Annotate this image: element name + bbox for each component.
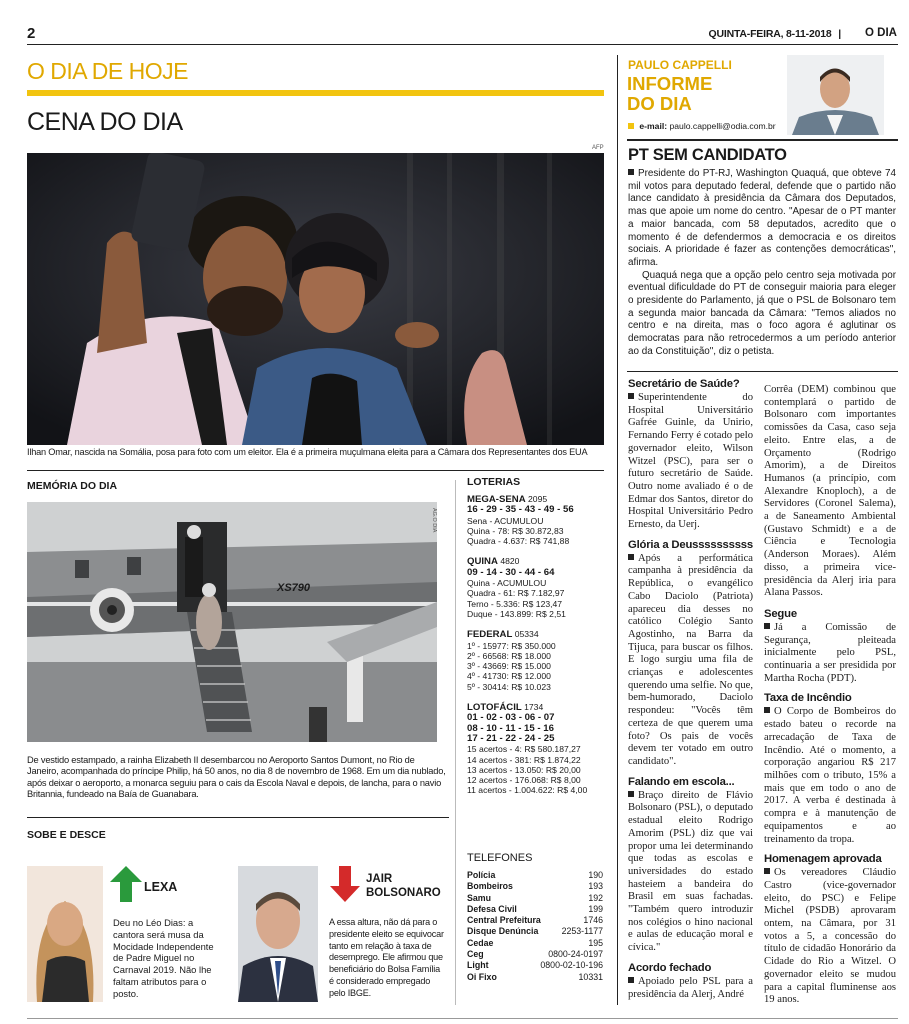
phone-number: 1746 [583,915,603,926]
lottery-result-line: 13 acertos - 13.050: R$ 20,00 [467,764,581,775]
note-text [764,706,896,846]
loterias-box [467,476,607,806]
note-body: Apoiado pelo PSL para a presidência da Alerj, André [628,975,753,1000]
notes-left-column [628,378,753,1008]
column-note [628,962,753,1001]
lottery-numbers: 01 - 02 - 03 - 06 - 07 [467,712,555,724]
note-title: Falando em escola... [628,775,735,788]
bullet-icon [628,554,634,560]
telefones-box [467,852,603,983]
bolsonaro-photo [238,866,318,1002]
phone-row [467,938,603,949]
arrow-down-icon [330,866,360,902]
lottery-draw-number: 05334 [514,629,539,640]
telefones-list [467,870,603,983]
note-title: Homenagem aprovada [764,853,882,866]
lottery-result-line: Quina - 78: R$ 30.872,83 [467,525,564,536]
header-rule [27,44,898,45]
phone-number: 195 [588,937,603,948]
note-title: Taxa de Incêndio [764,692,852,705]
author-photo [787,55,884,135]
lexa-text: Deu no Léo Dias: a cantora será musa da Mocidade Independente de Padre Miguel no Carnaval 2019. Não lhe faltam atributos para o posto. [113,917,214,999]
lottery-title: FEDERAL [467,629,513,641]
column-name-line1: INFORME [627,73,713,94]
plane-code: XS790 [277,582,311,594]
column-name [627,74,712,114]
lottery-result-line: 2º - 66568: R$ 18.000 [467,650,551,661]
lottery-title: LOTOFÁCIL [467,702,522,714]
column-note [764,608,896,686]
bullet-icon [764,707,770,713]
lottery-result-line: 5º - 30414: R$ 10.023 [467,681,551,692]
lottery-result-line: 4º - 41730: R$ 12.000 [467,671,551,682]
notes-right-intro: Corrêa (DEM) combinou que contemplará o partido de Bolsonaro com importantes comissões da Casa, caso seja eleito. Entre elas, a de Orçamento (Rodrigo Amorim), a de Direitos Humanos (a princípio, com Alexandre Knoploch), a de Servidores (Coronel Salema), a de Saneamento Ambiental (Gustavo Schmidt) e a de Ciência e Tecnologia (Anderson Moraes). Além disso, a primeira vice-presidência da Alerj iria para Alana Passos. [764,384,896,599]
phone-label: Disque Denúncia [467,926,539,937]
lexa-portrait [27,866,103,1002]
bolsonaro-text: A essa altura, não dá para o presidente eleito se equivocar tanto em relação à taxa de desemprego. Ele afirmou que beneficiário do Bolsa Família é considerado empregado pelo IBGE. [329,917,444,998]
bullet-icon [628,169,634,175]
lottery-game [467,702,607,796]
note-text [628,392,753,532]
lottery-game [467,494,607,546]
note-text [628,976,753,1001]
bullet-icon [764,623,770,629]
phone-row [467,904,603,915]
phone-row [467,881,603,892]
scene-title: CENA DO DIA [27,108,183,136]
phone-row [467,893,603,904]
page-number: 2 [27,25,36,42]
sobe-desce-title: SOBE E DESCE [27,829,106,841]
author-portrait [787,55,884,135]
column-note [628,378,753,532]
note-title: Acordo fechado [628,961,712,974]
phone-row [467,949,603,960]
lottery-result-line: 14 acertos - 381: R$ 1.874,22 [467,754,581,765]
lottery-result-line: 3º - 43669: R$ 15.000 [467,661,551,672]
email-label: e-mail: [639,121,668,131]
loterias-list [467,494,607,796]
note-body: Já a Comissão de Segurança, pleiteada inicialmente pelo PSL, continuaria a ser presidida por Martha Rocha (PDT). [764,621,896,684]
note-body: Os vereadores Cláudio Castro (vice-governador eleito, do PSC) e Felipe Michel (PSDB) aprovaram ontem, na Câmara, por 31 votos a 5, a concessão do título de cidadão Honorário da Cidade do Rio a Witzel. O governador eleito se mudou para a capital fluminense aos 19 anos. [764,867,896,1006]
note-body: Braço direito de Flávio Bolsonaro (PSL), o deputado estadual eleito Rodrigo Amorim (PSL) diz que vai propor uma lei determinando que todas as escolas e universidades do estado hasteiem a bandeira do Brasil em suas fachadas. "Também quero introduzir nos colégios o hino nacional e aulas de educação moral e cívica." [628,789,753,954]
phone-label: Cedae [467,937,494,948]
column-name-line2: DO DIA [627,93,692,114]
loterias-title: LOTERIAS [467,476,521,488]
lead-body [628,168,896,359]
photo-caption: Ilhan Omar, nascida na Somália, posa para foto com um eleitor. Ela é a primeira muçulmana eleita para a Câmara dos Representantes dos EUA [27,447,588,457]
note-title: Secretário de Saúde? [628,378,740,390]
airplane-illustration [27,502,437,742]
date-text: QUINTA-FEIRA, 8-11-2018 [708,28,832,40]
lottery-result-line: Sena - ACUMULOU [467,515,544,526]
column-author: PAULO CAPPELLI [628,58,732,72]
lottery-result-line: 1º - 15977: R$ 350.000 [467,640,556,651]
lottery-result-line: Duque - 143.899: R$ 2,51 [467,608,566,619]
phone-label: Light [467,960,489,971]
lottery-draw-number: 4820 [500,556,520,567]
lottery-name [467,629,607,640]
lottery-result-line: 12 acertos - 176.068: R$ 8,00 [467,775,581,786]
phone-number: 10331 [578,971,603,982]
lottery-numbers: 08 - 10 - 11 - 15 - 16 [467,722,554,734]
note-title: Glória a Deussssssssss [628,538,753,551]
column-note [764,853,896,1007]
lottery-game [467,629,607,692]
photo-credit-label: AFP [592,145,604,151]
column-note [628,776,753,955]
lottery-draw-number: 2095 [528,494,548,504]
column-note [764,692,896,846]
lottery-result-line: 15 acertos - 4: R$ 580.187,27 [467,744,581,755]
lottery-title: QUINA [467,556,498,568]
lottery-numbers: 09 - 14 - 30 - 44 - 64 [467,566,555,578]
lexa-photo [27,866,103,1002]
phone-row [467,870,603,881]
phone-number: 193 [588,881,603,892]
lottery-result-line: Quadra - 4.637: R$ 741,88 [467,536,570,547]
note-text [764,867,896,1007]
lottery-draw-number: 1734 [524,702,544,713]
phone-label: Ceg [467,949,484,960]
note-body: O Corpo de Bombeiros do estado bateu o recorde na arrecadação de Taxa de Incêndio. Até o momento, a corporação angariou R$ 217 milhões com o tributo, 15% a mais que em todo o ano de 2017. A verba é destinada à compra e à manutenção de equipamentos e ao treinamento da tropa. [764,706,896,845]
lottery-title: MEGA-SENA [467,494,526,505]
bullet-icon [764,868,770,874]
telefones-title: TELEFONES [467,852,533,864]
memoria-rule [27,817,449,818]
brand-logo: O DIA [865,27,897,39]
lead-rule [627,371,898,372]
selfie-illustration [27,153,604,445]
lexa-name: LEXA [144,880,178,894]
column-note [628,539,753,769]
memoria-credit: AG.O DIA [431,508,437,533]
note-body: Após a performática campanha à presidência da República, o evangélico Cabo Daciolo (Patriota) apareceu dia desses no católico Colégio Santo Agostinho, na Barra da Tijuca, para buscar os filhos. E logo surgiu uma fila de crianças e adolescentes querendo uma selfie. No que, bem-humorado, Daciolo respondeu: "Vocês têm certeza de que querem uma foto? Os pais de vocês devem ter votado em outro candidato". [628,552,753,767]
column-email [628,121,776,131]
note-body: Superintendente do Hospital Universitário Gafrée Guinle, da Unirio, Fernando Ferry é cotado pelo governador eleito, Wilson Witzel (PSC), para ser o futuro secretário de Saúde. Outro nome avaliado é o de Edmar dos Santos, diretor do Hospital Universitário Pedro Ernesto, da Uerj. [628,392,753,531]
bolsonaro-name-line1: JAIR [366,873,393,885]
memoria-photo [27,502,437,742]
phone-row [467,972,603,983]
phone-row [467,915,603,926]
caption-rule [27,470,604,471]
phone-label: Defesa Civil [467,903,517,914]
phone-row [467,960,603,971]
lottery-result-line: Terno - 5.336: R$ 123,47 [467,598,563,609]
phone-number: 192 [588,892,603,903]
scene-photo [27,153,604,445]
phone-number: 0800-24-0197 [548,949,603,960]
notes-right-list [764,608,896,1007]
bolsonaro-portrait [238,866,318,1002]
lottery-numbers: 17 - 21 - 22 - 24 - 25 [467,732,555,744]
lottery-result-line: Quadra - 61: R$ 7.182,97 [467,588,565,599]
phone-label: Samu [467,892,491,903]
note-text [764,622,896,686]
column-divider [617,55,618,1005]
note-text [628,553,753,769]
loterias-vrule [455,480,456,1005]
note-title: Segue [764,607,797,620]
phone-number: 190 [588,870,603,880]
bullet-icon [628,393,634,399]
lead-p1: Presidente do PT-RJ, Washington Quaquá, que obteve 74 mil votos para deputado federal, defende que o partido não lance candidato à presidência da Câmara dos Deputados, mas que apoie um nome do centro. "Apesar de o PT manter a maior bancada, com 58 deputados, acredito que o momento é de defendermos a democracia e os direitos sociais. A prioridade é fazer as contenções democráticas", afirma. [628,168,896,268]
email-address: paulo.cappelli@odia.com.br [669,121,776,131]
section-title: O DIA DE HOJE [27,58,188,84]
section-bar [27,90,604,96]
phone-label: Polícia [467,870,496,880]
lottery-numbers: 16 - 29 - 35 - 43 - 49 - 56 [467,504,574,516]
lead-title: PT SEM CANDIDATO [628,146,787,164]
arrow-up-icon [110,866,142,902]
lead-p2: Quaquá nega que a opção pelo centro seja motivada por eventual dificuldade do PT de conseguir maioria para eleger o presidente do Parlamento, já que o PSL de Bolsonaro tem a segunda maior bancada da Câmara: "Temos aliados no centro e na direita, mas o foco agora é aglutinar os democratas para não retrocedermos a um período anterior ao da Constituição", diz o petista. [628,269,896,357]
header-date: QUINTA-FEIRA, 8-11-2018 | [708,28,841,40]
lottery-game [467,556,607,619]
bullet-icon [628,977,634,983]
bottom-rule [27,1018,898,1019]
phone-number: 199 [588,903,603,914]
phone-label: Oi Fixo [467,971,497,982]
phone-label: Bombeiros [467,881,513,892]
memoria-title: MEMÓRIA DO DIA [27,480,118,492]
phone-number: 0800-02-10-196 [540,960,603,971]
lottery-result-line: 11 acertos - 1.004.622: R$ 4,00 [467,785,588,796]
memoria-caption: De vestido estampado, a rainha Elizabeth II desembarcou no Aeroporto Santos Dumont, no Rio de Janeiro, acompanhada do príncipe Philip, há 50 anos, no dia 8 de novembro de 1968. Em um dia nublado, após deixar o aeroporto, a monarca seguiu para o cais da Escola Naval e depois, de lancha, para o navio Britannia, fundeado na Baía de Guanabara. [27,755,446,800]
phone-row [467,926,603,937]
phone-number: 2253-1177 [561,926,603,937]
bullet-icon [628,791,634,797]
lottery-result-line: Quina - ACUMULOU [467,578,547,589]
notes-right-column [764,384,896,1014]
bolsonaro-name [366,872,441,900]
phone-label: Central Prefeitura [467,915,541,926]
note-text [628,790,753,955]
bolsonaro-name-line2: BOLSONARO [366,887,441,899]
column-top-rule [627,139,898,141]
